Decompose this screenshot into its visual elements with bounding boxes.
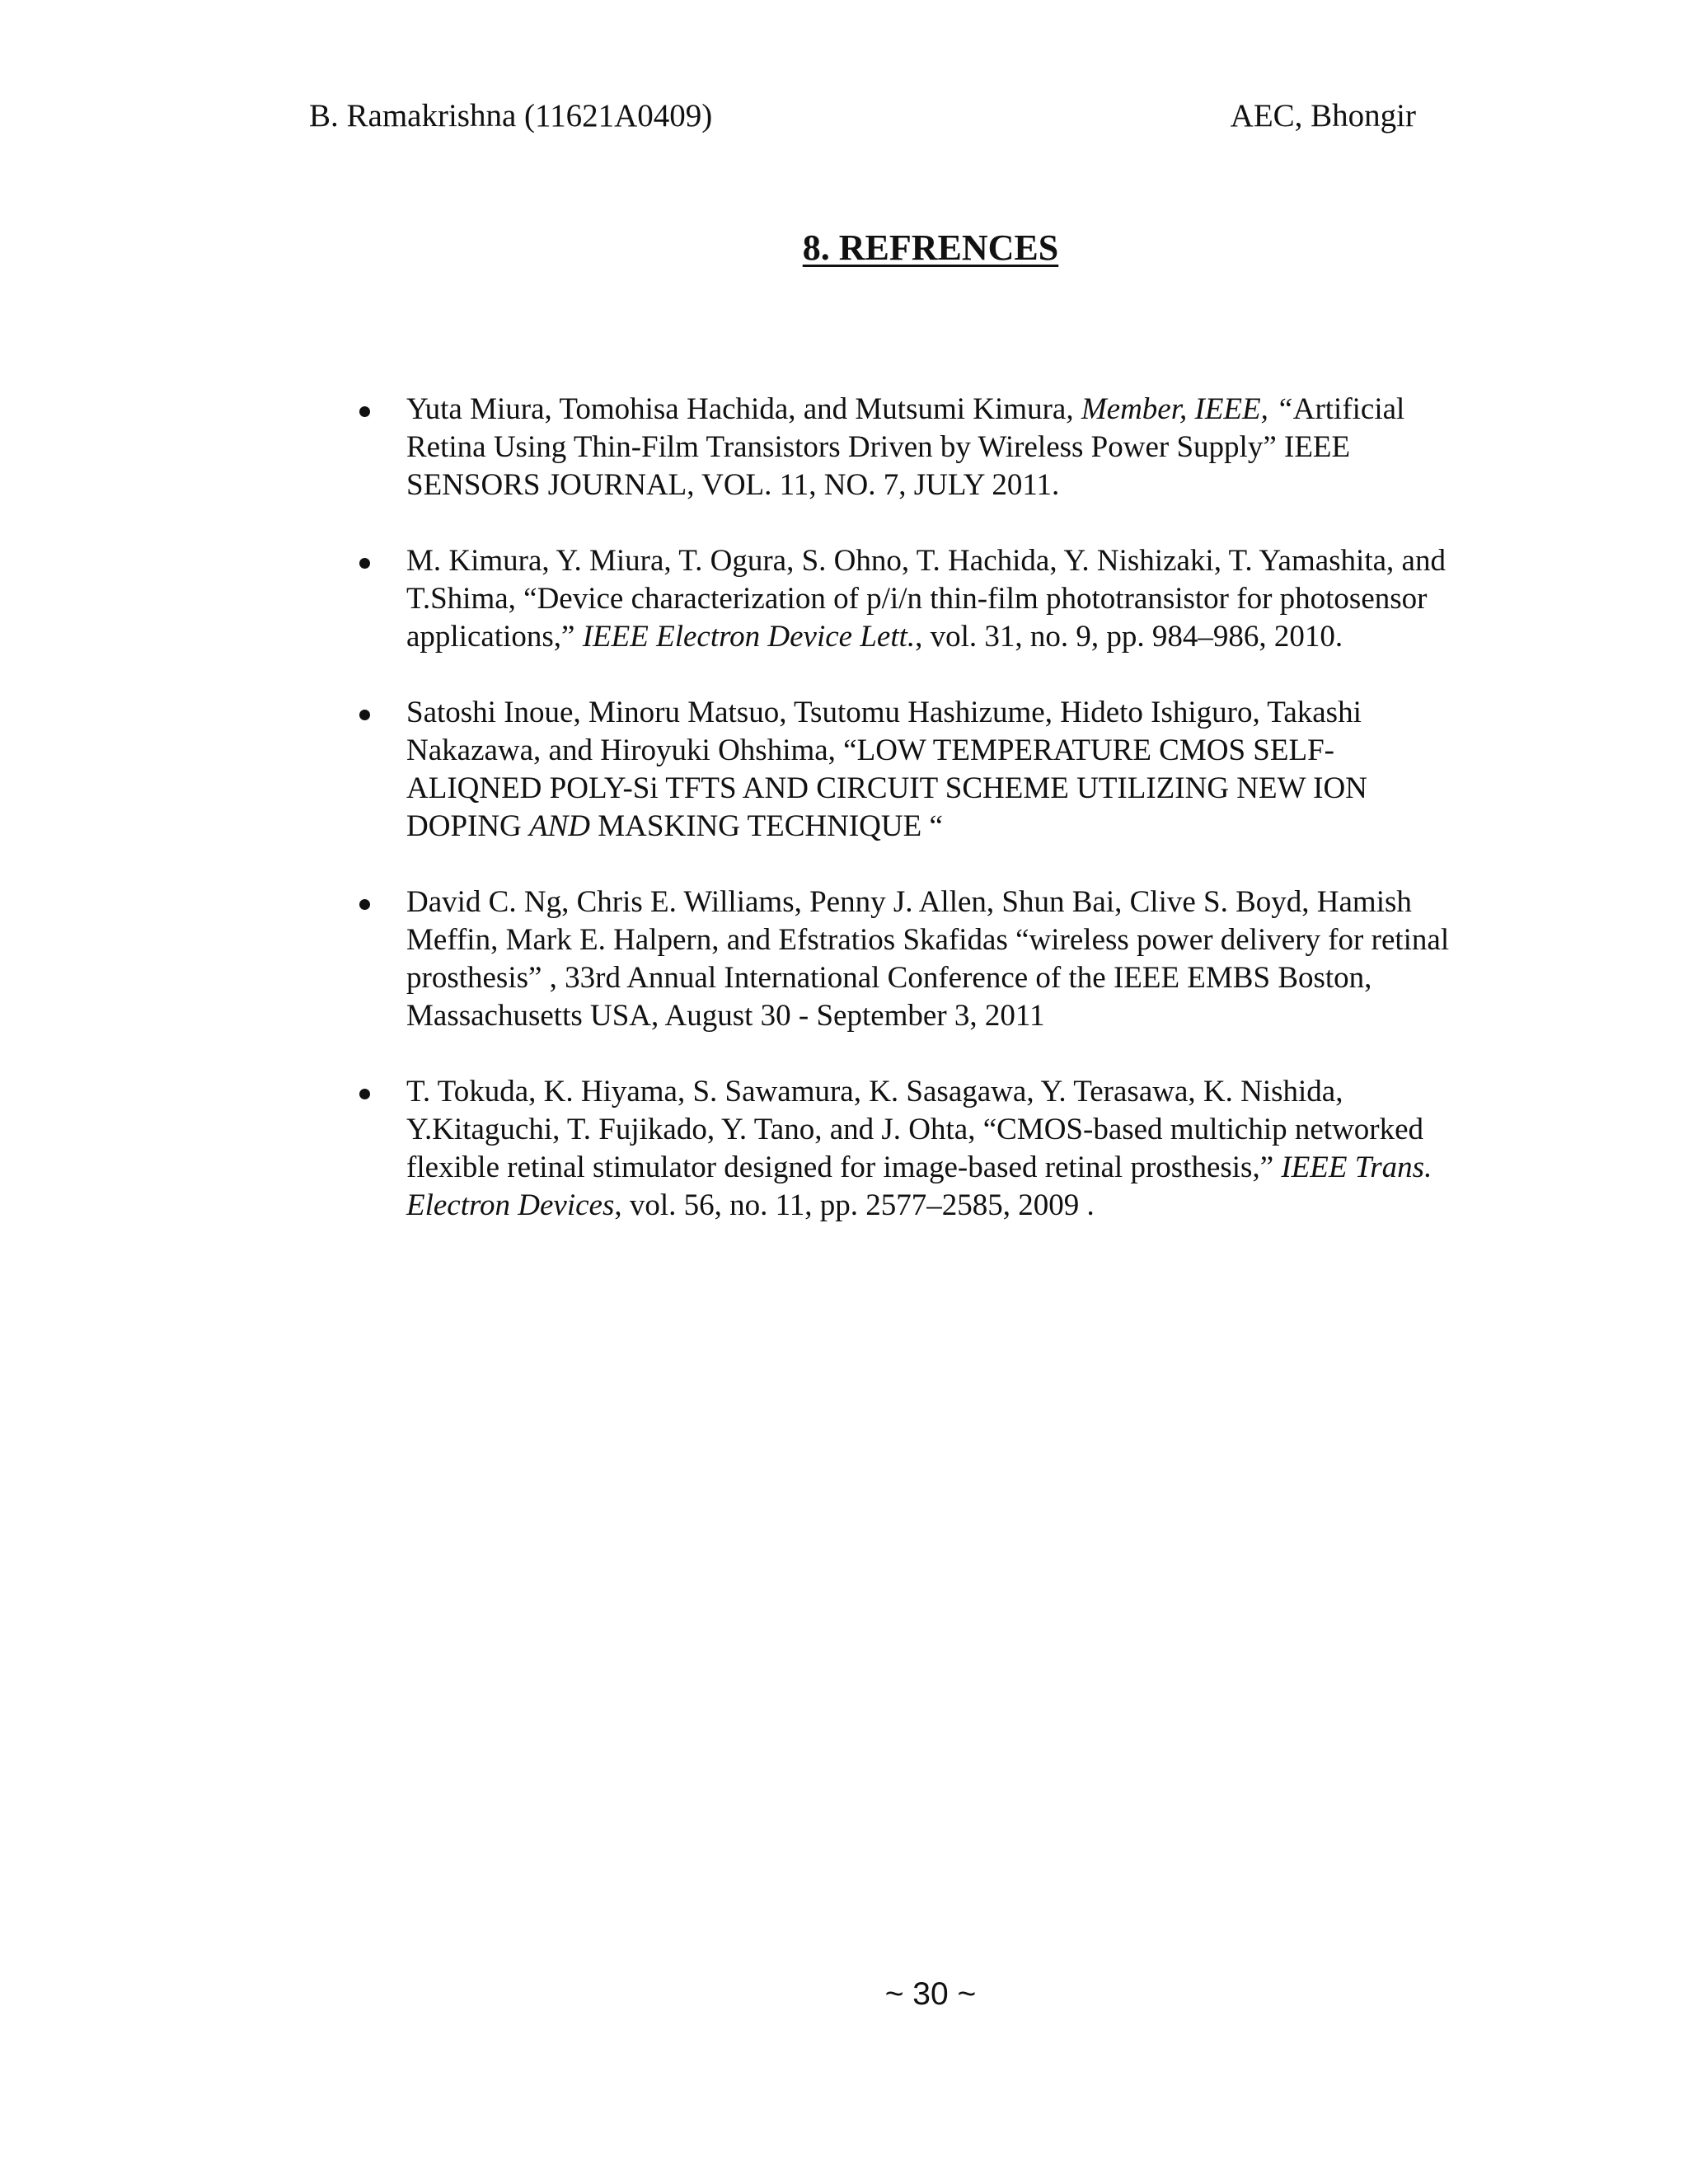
reference-text: SENSORS JOURNAL, VOL. 11, NO. 7, JULY 2011. xyxy=(406,468,1060,502)
reference-line xyxy=(406,1149,1563,1187)
reference-line xyxy=(406,542,1563,580)
reference-line xyxy=(406,1111,1563,1149)
reference-text: applications,” xyxy=(406,620,583,654)
reference-text: Y.Kitaguchi, T. Fujikado, Y. Tano, and J. Ohta, “CMOS-based multichip networked xyxy=(406,1113,1424,1146)
reference-text: T.Shima, “Device characterization of p/i/n thin-film phototransistor for photosensor xyxy=(406,582,1428,616)
reference-line xyxy=(406,618,1563,656)
reference-line xyxy=(406,921,1563,959)
reference-line xyxy=(406,694,1563,732)
reference-text: David C. Ng, Chris E. Williams, Penny J. Allen, Shun Bai, Clive S. Boyd, Hamish xyxy=(406,885,1412,919)
reference-text: Meffin, Mark E. Halpern, and Efstratios Skafidas “wireless power delivery for retinal xyxy=(406,923,1450,957)
page-number: ~ 30 ~ xyxy=(884,1976,977,2012)
reference-text: DOPING xyxy=(406,809,530,843)
reference-text: ALIQNED POLY-Si TFTS AND CIRCUIT SCHEME UTILIZING NEW ION xyxy=(406,771,1367,805)
reference-text-italic: Electron Devices xyxy=(406,1188,615,1222)
reference-item xyxy=(359,542,1563,656)
reference-item xyxy=(359,1073,1563,1225)
reference-item xyxy=(359,694,1563,846)
reference-text: , vol. 56, no. 11, pp. 2577–2585, 2009 . xyxy=(614,1188,1095,1222)
reference-line xyxy=(406,883,1563,921)
reference-line xyxy=(406,732,1563,770)
reference-line xyxy=(406,391,1563,429)
reference-list xyxy=(359,391,1563,1263)
reference-text-italic: IEEE Electron Device Lett. xyxy=(582,620,916,654)
reference-line xyxy=(406,1073,1563,1111)
reference-text-italic: , Member, IEEE, “ xyxy=(1066,392,1293,426)
reference-text: M. Kimura, Y. Miura, T. Ogura, S. Ohno, T. Hachida, Y. Nishizaki, T. Yamashita, and xyxy=(406,544,1446,578)
reference-line xyxy=(406,1187,1563,1225)
reference-text-italic: IEEE Trans. xyxy=(1281,1151,1432,1184)
reference-line xyxy=(406,466,1563,504)
reference-text: Satoshi Inoue, Minoru Matsuo, Tsutomu Hashizume, Hideto Ishiguro, Takashi xyxy=(406,696,1362,729)
reference-item xyxy=(359,883,1563,1035)
bullet-icon xyxy=(359,1089,370,1099)
reference-text: Retina Using Thin-Film Transistors Driven by Wireless Power Supply” IEEE xyxy=(406,430,1351,464)
bullet-icon xyxy=(359,406,370,417)
reference-line xyxy=(406,429,1563,466)
reference-text: MASKING TECHNIQUE “ xyxy=(590,809,943,843)
reference-line xyxy=(406,959,1563,997)
reference-text: prosthesis” , 33rd Annual International Conference of the IEEE EMBS Boston, xyxy=(406,961,1372,995)
reference-line xyxy=(406,997,1563,1035)
reference-text: Nakazawa, and Hiroyuki Ohshima, “LOW TEMPERATURE CMOS SELF- xyxy=(406,733,1334,767)
reference-text: , vol. 31, no. 9, pp. 984–986, 2010. xyxy=(915,620,1343,654)
reference-text: Artificial xyxy=(1292,392,1405,426)
bullet-icon xyxy=(359,558,370,569)
header-institution: AEC, Bhongir xyxy=(1230,98,1416,134)
header-author: B. Ramakrishna (11621A0409) xyxy=(309,98,713,134)
reference-line xyxy=(406,808,1563,846)
reference-text: flexible retinal stimulator designed for image-based retinal prosthesis,” xyxy=(406,1151,1282,1184)
reference-item xyxy=(359,391,1563,504)
reference-text-italic: AND xyxy=(529,809,591,843)
reference-text: T. Tokuda, K. Hiyama, S. Sawamura, K. Sasagawa, Y. Terasawa, K. Nishida, xyxy=(406,1075,1343,1108)
reference-line xyxy=(406,580,1563,618)
page-title: 8. REFRENCES xyxy=(802,227,1059,268)
reference-line xyxy=(406,770,1563,808)
reference-text: Massachusetts USA, August 30 - September 3, 2011 xyxy=(406,999,1045,1033)
reference-text: Yuta Miura, Tomohisa Hachida, and Mutsumi Kimura xyxy=(406,392,1067,426)
bullet-icon xyxy=(359,899,370,910)
bullet-icon xyxy=(359,710,370,720)
